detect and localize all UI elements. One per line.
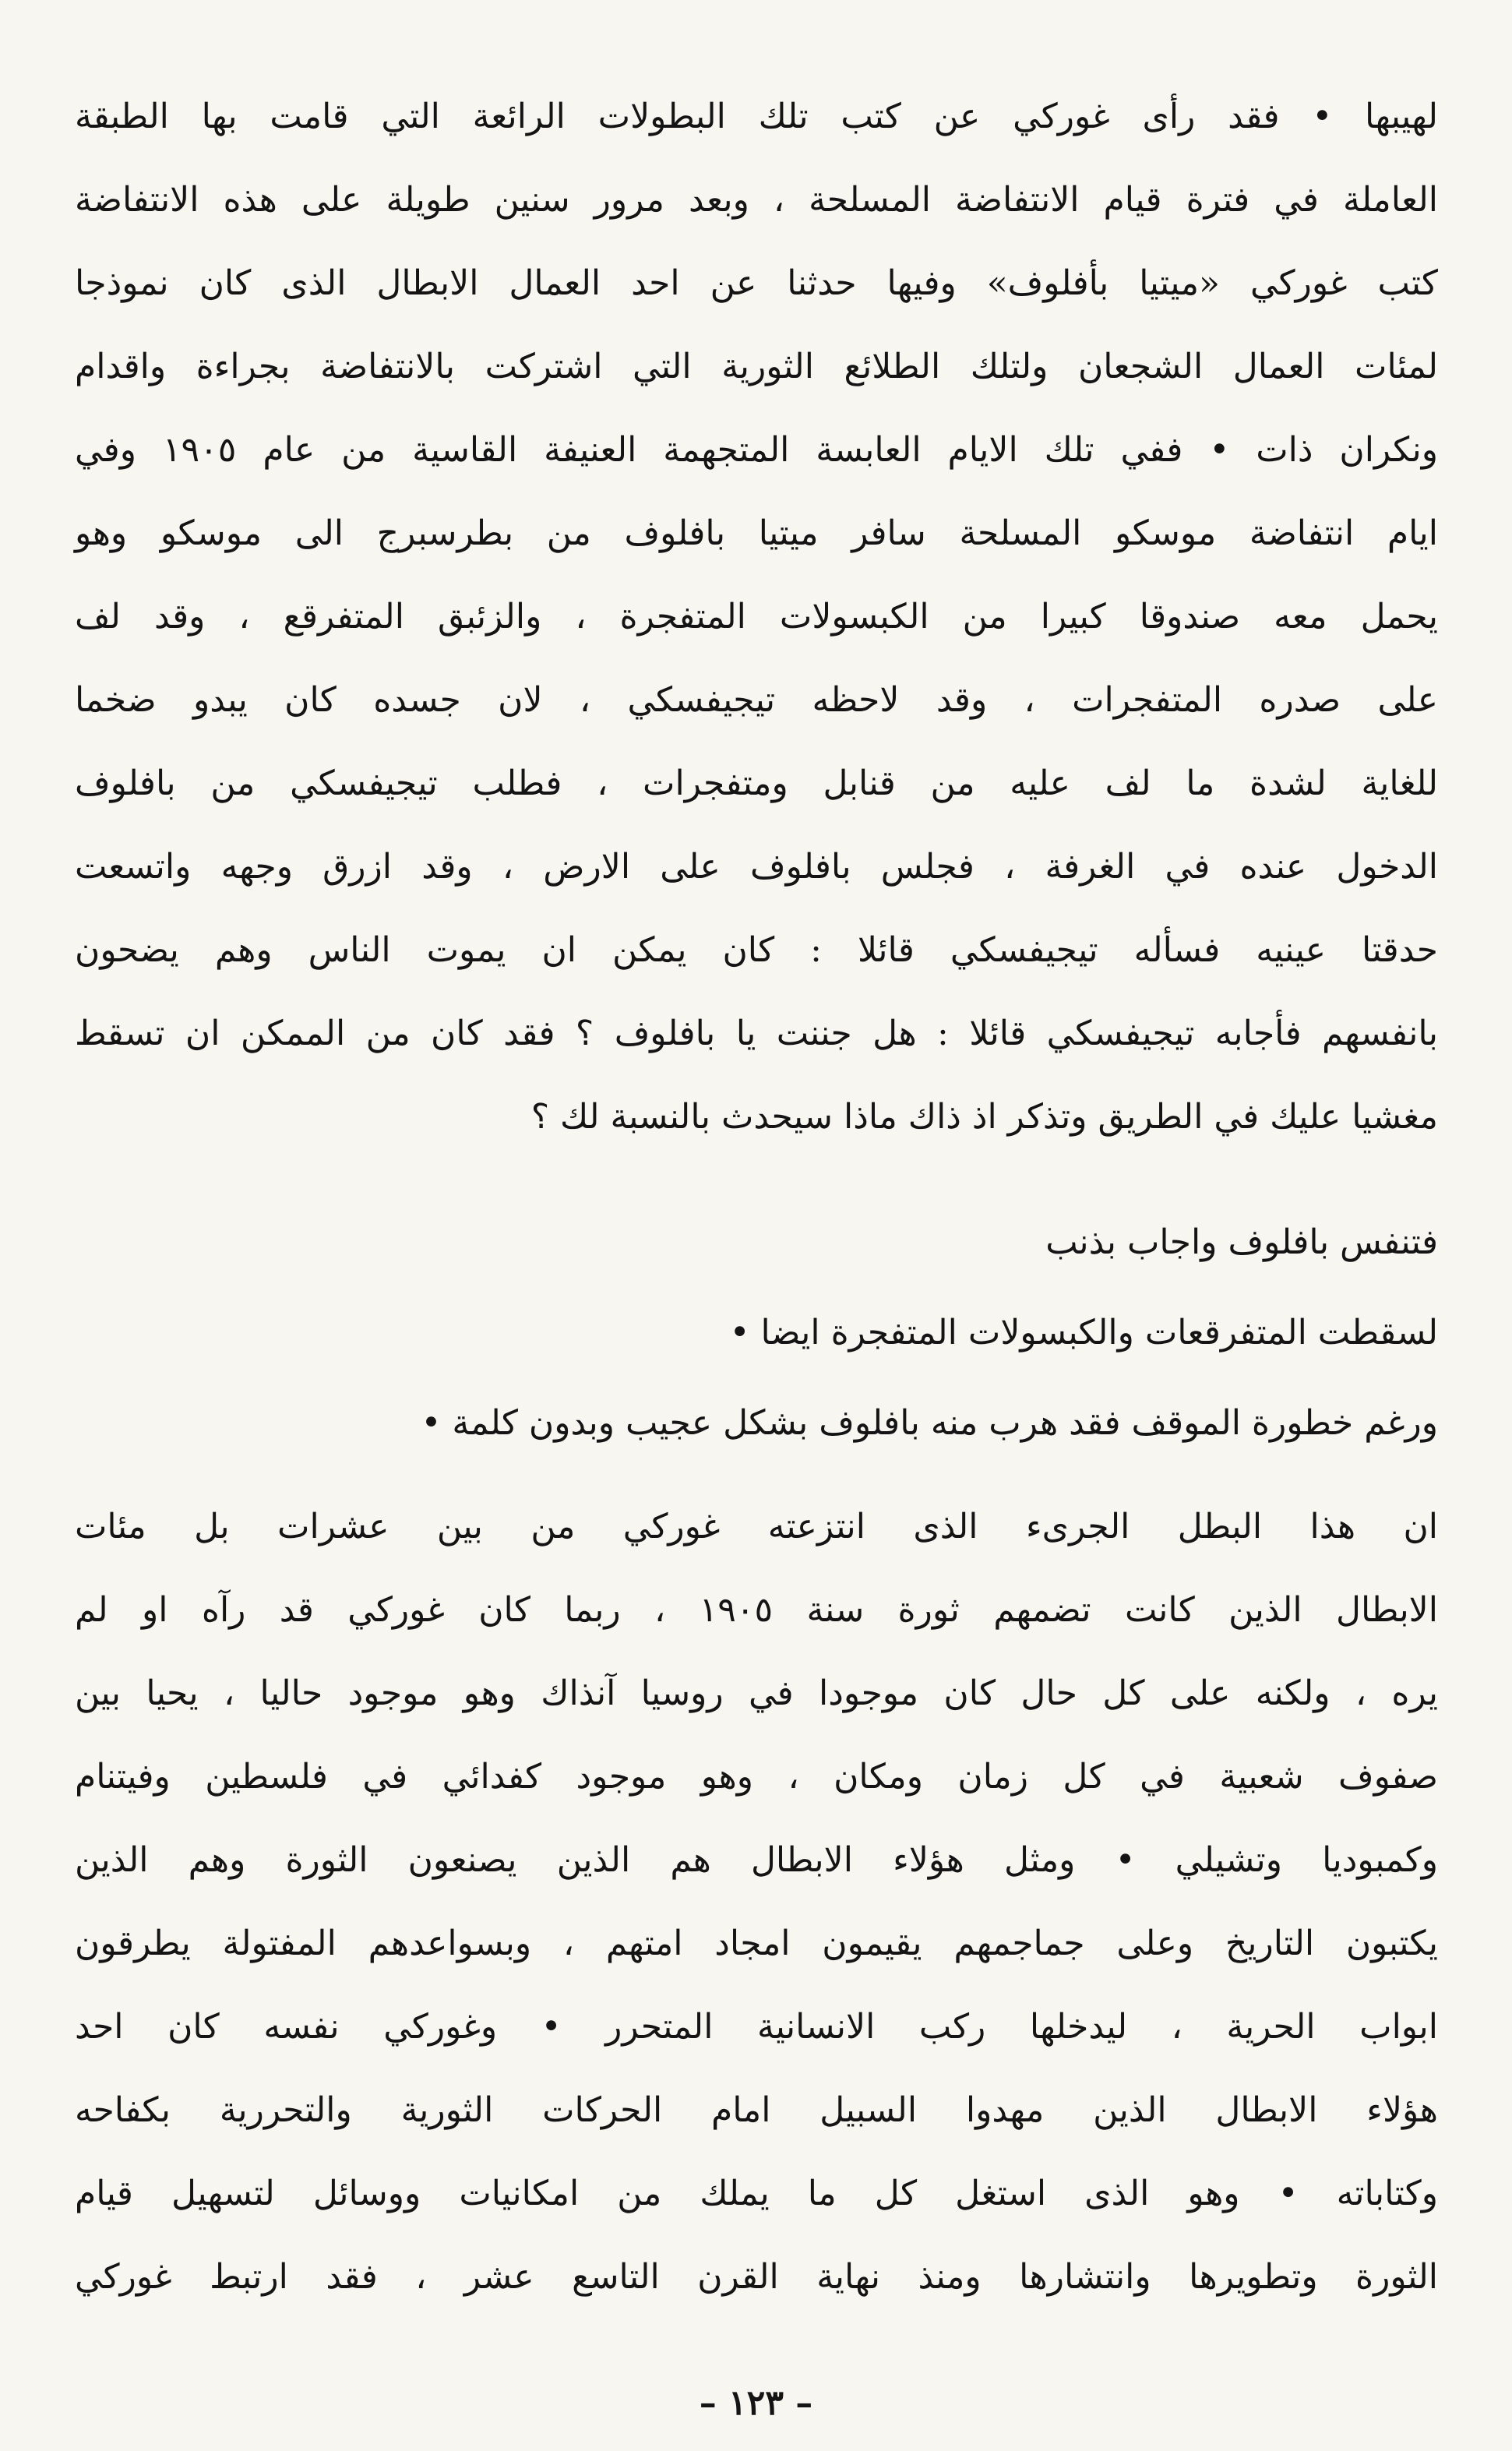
paragraph-pavlov-story	[75, 75, 1438, 1158]
text-line: ورغم خطورة الموقف فقد هرب منه بافلوف بشكل عجيب وبدون كلمة •	[421, 1403, 1438, 1443]
text-line: الابطال الذين كانت تضمهم ثورة سنة ١٩٠٥ ، ربما كان غوركي قد رآه او لم	[75, 1590, 1439, 1630]
text-line: وكمبوديا وتشيلي • ومثل هؤلاء الابطال هم الذين يصنعون الثورة وهم الذين	[75, 1840, 1438, 1880]
text-line: على صدره المتفجرات ، وقد لاحظه تيجيفسكي ، لان جسده كان يبدو ضخما	[75, 680, 1438, 720]
text-line: لسقطت المتفرقعات والكبسولات المتفجرة ايضا •	[729, 1313, 1438, 1352]
page-number: – ١٢٣ –	[699, 2383, 813, 2423]
text-line: لهيبها • فقد رأى غوركي عن كتب تلك البطولات الرائعة التي قامت بها الطبقة	[75, 97, 1438, 136]
text-line: صفوف شعبية في كل زمان ومكان ، وهو موجود كفدائي في فلسطين وفيتنام	[75, 1757, 1438, 1797]
text-line: مغشيا عليك في الطريق وتذكر اذ ذاك ماذا سيحدث بالنسبة لك ؟	[530, 1097, 1438, 1137]
text-line: هؤلاء الابطال الذين مهدوا السبيل امام الحركات الثورية والتحررية بكفاحه	[75, 2090, 1438, 2130]
paragraph-pavlov-sighs	[75, 1201, 1438, 1284]
book-page	[75, 75, 1438, 2396]
text-line: كتب غوركي «ميتيا بأفلوف» وفيها حدثنا عن احد العمال الابطال الذى كان نموذجا	[75, 263, 1438, 303]
text-line: العاملة في فترة قيام الانتفاضة المسلحة ، وبعد مرور سنين طويلة على هذه الانتفاضة	[75, 180, 1438, 220]
text-line: ايام انتفاضة موسكو المسلحة سافر ميتيا بافلوف من بطرسبرج الى موسكو وهو	[75, 513, 1438, 553]
text-line: يكتبون التاريخ وعلى جماجمهم يقيمون امجاد امتهم ، وبسواعدهم المفتولة يطرقون	[75, 1924, 1438, 1963]
paragraph-would-have-exploded	[75, 1291, 1438, 1374]
text-line: حدقتا عينيه فسأله تيجيفسكي قائلا : كان يمكن ان يموت الناس وهم يضحون	[75, 930, 1438, 970]
text-line: الدخول عنده في الغرفة ، فجلس بافلوف على الارض ، وقد ازرق وجهه واتسعت	[75, 847, 1438, 887]
text-line: ابواب الحرية ، ليدخلها ركب الانسانية المتحرر • وغوركي نفسه كان احد	[75, 2007, 1438, 2047]
text-line: ان هذا البطل الجرىء الذى انتزعته غوركي من بين عشرات بل مئات	[75, 1507, 1438, 1546]
text-line: الثورة وتطويرها وانتشارها ومنذ نهاية القرن التاسع عشر ، فقد ارتبط غوركي	[75, 2257, 1439, 2297]
text-line: لمئات العمال الشجعان ولتلك الطلائع الثورية التي اشتركت بالانتفاضة بجراءة واقدام	[75, 347, 1438, 386]
text-line: يره ، ولكنه على كل حال كان موجودا في روسيا آنذاك وهو موجود حاليا ، يحيا بين	[75, 1673, 1438, 1713]
text-line: فتنفس بافلوف واجاب بذنب	[1045, 1222, 1438, 1262]
paragraph-escape	[75, 1381, 1438, 1465]
text-line: للغاية لشدة ما لف عليه من قنابل ومتفجرات ، فطلب تيجيفسكي من بافلوف	[75, 764, 1438, 803]
text-line: بانفسهم فأجابه تيجيفسكي قائلا : هل جننت يا بافلوف ؟ فقد كان من الممكن ان تسقط	[75, 1014, 1438, 1053]
text-line: يحمل معه صندوقا كبيرا من الكبسولات المتفجرة ، والزئبق المتفرقع ، وقد لف	[75, 597, 1438, 637]
text-line: وكتاباته • وهو الذى استغل كل ما يملك من امكانيات ووسائل لتسهيل قيام	[75, 2174, 1438, 2213]
text-line: ونكران ذات • ففي تلك الايام العابسة المتجهمة العنيفة القاسية من عام ١٩٠٥ وفي	[75, 430, 1438, 470]
paragraph-hero-reflection	[75, 1485, 1438, 2319]
